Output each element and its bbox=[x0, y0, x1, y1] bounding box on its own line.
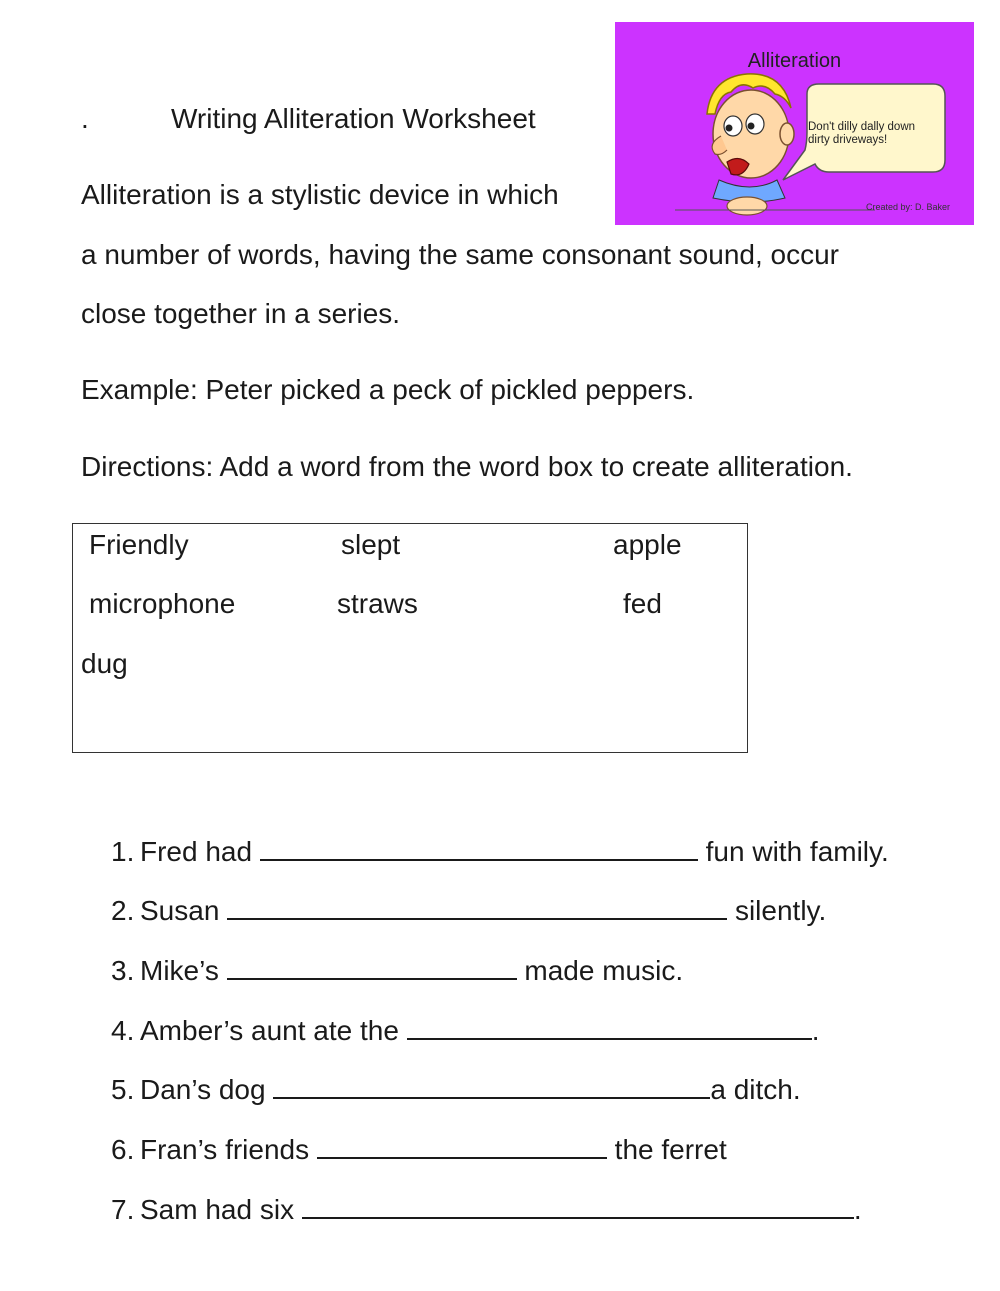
exercise-prompt: Mike’s bbox=[140, 955, 227, 986]
exercise-number: 1. bbox=[111, 836, 135, 867]
word-box-item: fed bbox=[623, 588, 662, 619]
exercise-number: 4. bbox=[111, 1015, 135, 1046]
exercise-prompt: Dan’s dog bbox=[140, 1074, 274, 1105]
example-sentence: Example: Peter picked a peck of pickled peppers. bbox=[81, 374, 695, 405]
exercise-number: 6. bbox=[111, 1134, 135, 1165]
title-bullet: . bbox=[81, 103, 89, 134]
intro-line-3: close together in a series. bbox=[81, 298, 401, 329]
exercise-ending: silently. bbox=[727, 895, 827, 926]
illustration-credit: Created by: D. Baker bbox=[865, 202, 950, 212]
exercise-ending: fun with family. bbox=[697, 836, 889, 867]
exercise-item bbox=[140, 894, 826, 928]
answer-blank[interactable] bbox=[227, 894, 727, 920]
exercise-number: 7. bbox=[111, 1194, 135, 1225]
exercise-ending: . bbox=[811, 1015, 820, 1046]
intro-line-1: Alliteration is a stylistic device in which bbox=[81, 179, 559, 210]
exercise-ending: a ditch. bbox=[710, 1074, 801, 1105]
cartoon-boy-icon bbox=[615, 22, 974, 225]
answer-blank[interactable] bbox=[302, 1193, 854, 1219]
answer-blank[interactable] bbox=[317, 1133, 607, 1159]
word-box-item: apple bbox=[613, 529, 682, 560]
exercise-prompt: Fred had bbox=[140, 836, 260, 867]
answer-blank[interactable] bbox=[407, 1014, 812, 1040]
word-box-item: dug bbox=[81, 648, 128, 679]
word-box bbox=[72, 523, 748, 753]
speech-line-1: Don't dilly dally down bbox=[808, 121, 916, 133]
exercise-prompt: Sam had six bbox=[140, 1194, 302, 1225]
exercise-item bbox=[140, 954, 683, 988]
illustration-title: Alliteration bbox=[747, 50, 842, 72]
exercise-number: 3. bbox=[111, 955, 135, 986]
exercise-item bbox=[140, 1193, 862, 1227]
word-box-item: microphone bbox=[89, 588, 236, 619]
exercise-item bbox=[140, 835, 889, 869]
exercise-ending: made music. bbox=[516, 955, 684, 986]
exercise-prompt: Susan bbox=[140, 895, 228, 926]
word-box-item: slept bbox=[341, 529, 401, 560]
exercise-number: 2. bbox=[111, 895, 135, 926]
intro-line-2: a number of words, having the same consonant sound, occur bbox=[81, 239, 839, 270]
speech-line-2: dirty driveways! bbox=[808, 134, 888, 146]
exercise-number: 5. bbox=[111, 1074, 135, 1105]
exercise-item bbox=[140, 1133, 727, 1167]
exercise-prompt: Fran’s friends bbox=[140, 1134, 317, 1165]
answer-blank[interactable] bbox=[227, 954, 517, 980]
alliteration-illustration bbox=[615, 22, 974, 225]
answer-blank[interactable] bbox=[273, 1073, 710, 1099]
answer-blank[interactable] bbox=[260, 835, 698, 861]
page-title: Writing Alliteration Worksheet bbox=[171, 103, 536, 134]
exercise-ending: . bbox=[853, 1194, 862, 1225]
exercise-prompt: Amber’s aunt ate the bbox=[140, 1015, 407, 1046]
exercise-item bbox=[140, 1014, 819, 1048]
word-box-item: straws bbox=[337, 588, 418, 619]
directions: Directions: Add a word from the word box to create alliteration. bbox=[81, 451, 853, 482]
exercise-item bbox=[140, 1073, 801, 1107]
exercise-ending: the ferret bbox=[606, 1134, 727, 1165]
word-box-item: Friendly bbox=[89, 529, 189, 560]
